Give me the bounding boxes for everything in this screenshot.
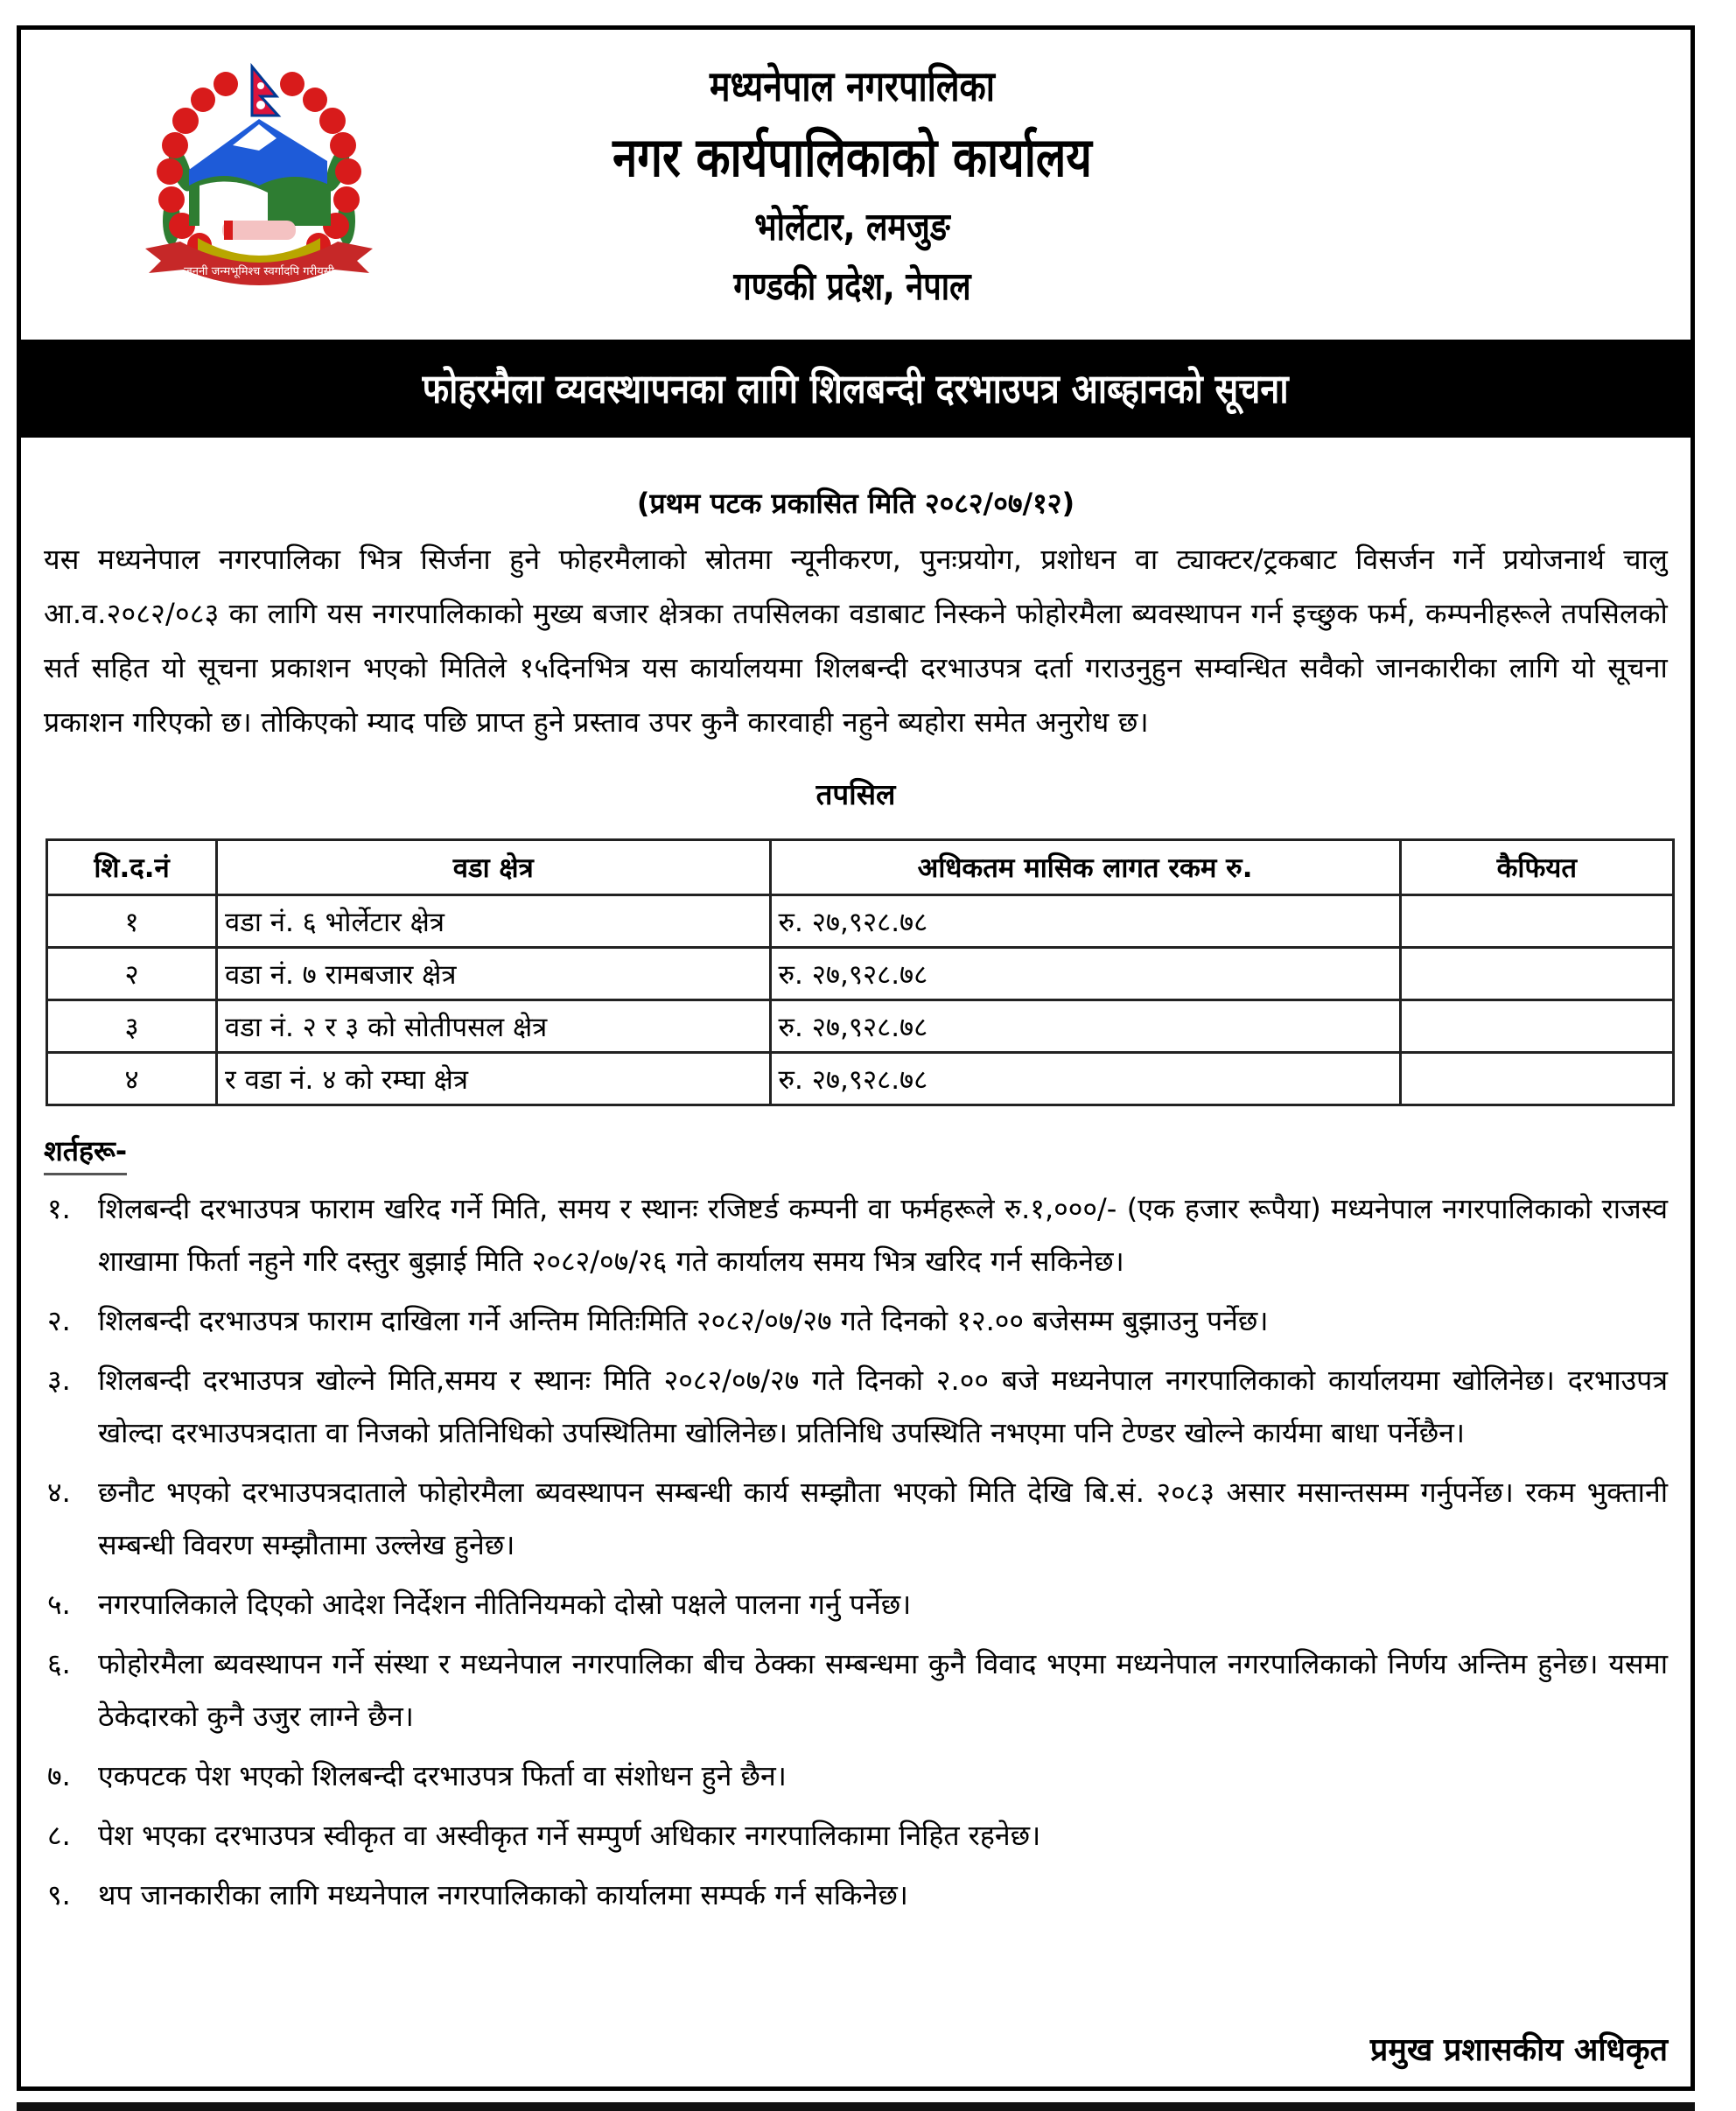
intro-paragraph: यस मध्यनेपाल नगरपालिका भित्र सिर्जना हुने फोहरमैलाको स्रोतमा न्यूनीकरण, पुनःप्रयोग, प्रशोधन वा ट्याक्टर/ट्रकबाट विसर्जन गर्ने प्रयोजनार्थ चालु आ.व.२०८२/०८३ का लागि यस नगरपालिकाको मुख्य बजार क्षेत्रका तपसिलका वडाबाट निस्कने फोहोरमैला ब्यवस्थापन गर्न इच्छुक फर्म, कम्पनीहरूले तपसिलको सर्त सहित यो सूचना प्रकाशन भएको मितिले १५दिनभित्र यस कार्यालयमा शिलबन्दी दरभाउपत्र दर्ता गराउनुहुन सम्वन्धित सवैको जानकारीका लागि यो सूचना प्रकाशन गरिएको छ। तोकिएको म्याद पछि प्राप्त हुने प्रस्ताव उपर कुनै कारवाही नहुने ब्यहोरा समेत अनुरोध छ। <box>44 543 1668 739</box>
notice-title: फोहरमैला व्यवस्थापनका लागि शिलबन्दी दरभाउपत्र आब्हानको सूचना <box>423 365 1289 412</box>
notice-frame <box>17 25 1695 2091</box>
signatory-title: प्रमुख प्रशासकीय अधिकृत <box>1369 2032 1668 2068</box>
condition-item <box>44 1638 1668 1743</box>
cell-amount: रु. २७,९२८.७८ <box>770 1053 1400 1105</box>
condition-number: २. <box>47 1304 71 1337</box>
table-row <box>47 1053 1674 1105</box>
column-header-serial: शि.द.नं <box>47 840 217 895</box>
condition-number: ५. <box>47 1588 71 1621</box>
condition-item <box>44 1466 1668 1571</box>
condition-number: ३. <box>47 1364 71 1397</box>
cell-ward: वडा नं. ७ रामबजार क्षेत्र <box>217 948 770 1000</box>
condition-text: नगरपालिकाले दिएको आदेश निर्देशन नीतिनियमको दोस्रो पक्षले पालना गर्नु पर्नेछ। <box>98 1588 912 1621</box>
condition-text: शिलबन्दी दरभाउपत्र खोल्ने मिति,समय र स्थानः मिति २०८२/०७/२७ गते दिनको २.०० बजे मध्यनेपाल नगरपालिकाको कार्यालयमा खोलिनेछ। दरभाउपत्र खोल्दा दरभाउपत्रदाता वा निजको प्रतिनिधिको उपस्थितिमा खोलिनेछ। प्रतिनिधि उपस्थिति नभएमा पनि टेण्डर खोल्ने कार्यमा बाधा पर्नेछैन। <box>98 1364 1668 1449</box>
condition-text: एकपटक पेश भएको शिलबन्दी दरभाउपत्र फिर्ता वा संशोधन हुने छैन। <box>98 1759 787 1792</box>
condition-item <box>44 1809 1668 1862</box>
cell-amount: रु. २७,९२८.७८ <box>770 1000 1400 1053</box>
cell-amount: रु. २७,९२८.७८ <box>770 895 1400 948</box>
cell-ward: वडा नं. २ र ३ को सोतीपसल क्षेत्र <box>217 1000 770 1053</box>
condition-item <box>44 1578 1668 1631</box>
condition-text: शिलबन्दी दरभाउपत्र फाराम दाखिला गर्ने अन्तिम मितिःमिति २०८२/०७/२७ गते दिनको १२.०० बजेसम्म बुझाउनु पर्नेछ। <box>98 1304 1269 1337</box>
schedule-heading: तपसिल <box>816 777 896 811</box>
conditions-heading: शर्तहरू- <box>44 1129 127 1175</box>
condition-number: ७. <box>47 1759 71 1792</box>
nepal-emblem-icon <box>128 54 390 291</box>
office-name: नगर कार्यपालिकाको कार्यालय <box>612 125 1092 189</box>
column-header-ward: वडा क्षेत्र <box>217 840 770 895</box>
publication-date: (प्रथम पटक प्रकासित मिति २०८२/०७/१२) <box>636 487 1075 520</box>
municipality-name: मध्यनेपाल नगरपालिका <box>710 62 995 111</box>
condition-item <box>44 1354 1668 1459</box>
cell-amount: रु. २७,९२८.७८ <box>770 948 1400 1000</box>
cell-serial: १ <box>47 895 217 948</box>
office-address: भोर्लेटार, लमजुङ <box>754 205 950 249</box>
condition-text: फोहोरमैला ब्यवस्थापन गर्ने संस्था र मध्यनेपाल नगरपालिका बीच ठेक्का सम्बन्धमा कुनै विवाद भएमा मध्यनेपाल नगरपालिकाको निर्णय अन्तिम हुनेछ। यसमा ठेकेदारको कुनै उजुर लाग्ने छैन। <box>98 1647 1668 1733</box>
condition-number: ६. <box>47 1647 71 1680</box>
condition-text: छनौट भएको दरभाउपत्रदाताले फोहोरमैला ब्यवस्थापन सम्बन्धी कार्य सम्झौता भएको मिति देखि बि.सं. २०८३ असार मसान्तसम्म गर्नुपर्नेछ। रकम भुक्तानी सम्बन्धी विवरण सम्झौतामा उल्लेख हुनेछ। <box>98 1476 1668 1561</box>
cell-serial: ४ <box>47 1053 217 1105</box>
column-header-remarks: कैफियत <box>1400 840 1673 895</box>
condition-item <box>44 1182 1668 1287</box>
schedule-table <box>46 838 1675 1106</box>
next-page-border <box>17 2102 1695 2111</box>
table-row <box>47 948 1674 1000</box>
cell-remark <box>1400 1000 1673 1053</box>
condition-number: ८. <box>47 1819 71 1852</box>
column-header-amount: अधिकतम मासिक लागत रकम रु. <box>770 840 1400 895</box>
condition-number: ९. <box>47 1878 71 1911</box>
letterhead-text <box>354 56 1351 317</box>
table-row <box>47 895 1674 948</box>
cell-serial: ३ <box>47 1000 217 1053</box>
condition-number: ४. <box>47 1476 71 1509</box>
letterhead <box>21 30 1690 335</box>
cell-remark <box>1400 895 1673 948</box>
table-row <box>47 1000 1674 1053</box>
cell-remark <box>1400 1053 1673 1105</box>
condition-number: १. <box>47 1192 71 1225</box>
condition-text: पेश भएका दरभाउपत्र स्वीकृत वा अस्वीकृत गर्ने सम्पुर्ण अधिकार नगरपालिकामा निहित रहनेछ। <box>98 1819 1041 1852</box>
province-name: गण्डकी प्रदेश, नेपाल <box>733 264 971 309</box>
cell-serial: २ <box>47 948 217 1000</box>
condition-text: थप जानकारीका लागि मध्यनेपाल नगरपालिकाको कार्यालमा सम्पर्क गर्न सकिनेछ। <box>98 1878 908 1911</box>
condition-item <box>44 1294 1668 1347</box>
cell-ward: र वडा नं. ४ को रम्घा क्षेत्र <box>217 1053 770 1105</box>
conditions-list <box>44 1182 1668 1921</box>
notice-title-band <box>21 340 1690 438</box>
cell-remark <box>1400 948 1673 1000</box>
table-header-row <box>47 840 1674 895</box>
cell-ward: वडा नं. ६ भोर्लेटार क्षेत्र <box>217 895 770 948</box>
condition-text: शिलबन्दी दरभाउपत्र फाराम खरिद गर्ने मिति, समय र स्थानः रजिष्टर्ड कम्पनी वा फर्महरूले रु.१,०००/- (एक हजार रूपैया) मध्यनेपाल नगरपालिकाको राजस्व शाखामा फिर्ता नहुने गरि दस्तुर बुझाई मिति २०८२/०७/२६ गते कार्यालय समय भित्र खरिद गर्न सकिनेछ। <box>98 1192 1668 1278</box>
notice-body <box>44 438 1668 1928</box>
condition-item <box>44 1750 1668 1802</box>
condition-item <box>44 1869 1668 1921</box>
emblem-motto: जननी जन्मभूमिश्च स्वर्गादपि गरीयसी <box>184 265 334 278</box>
